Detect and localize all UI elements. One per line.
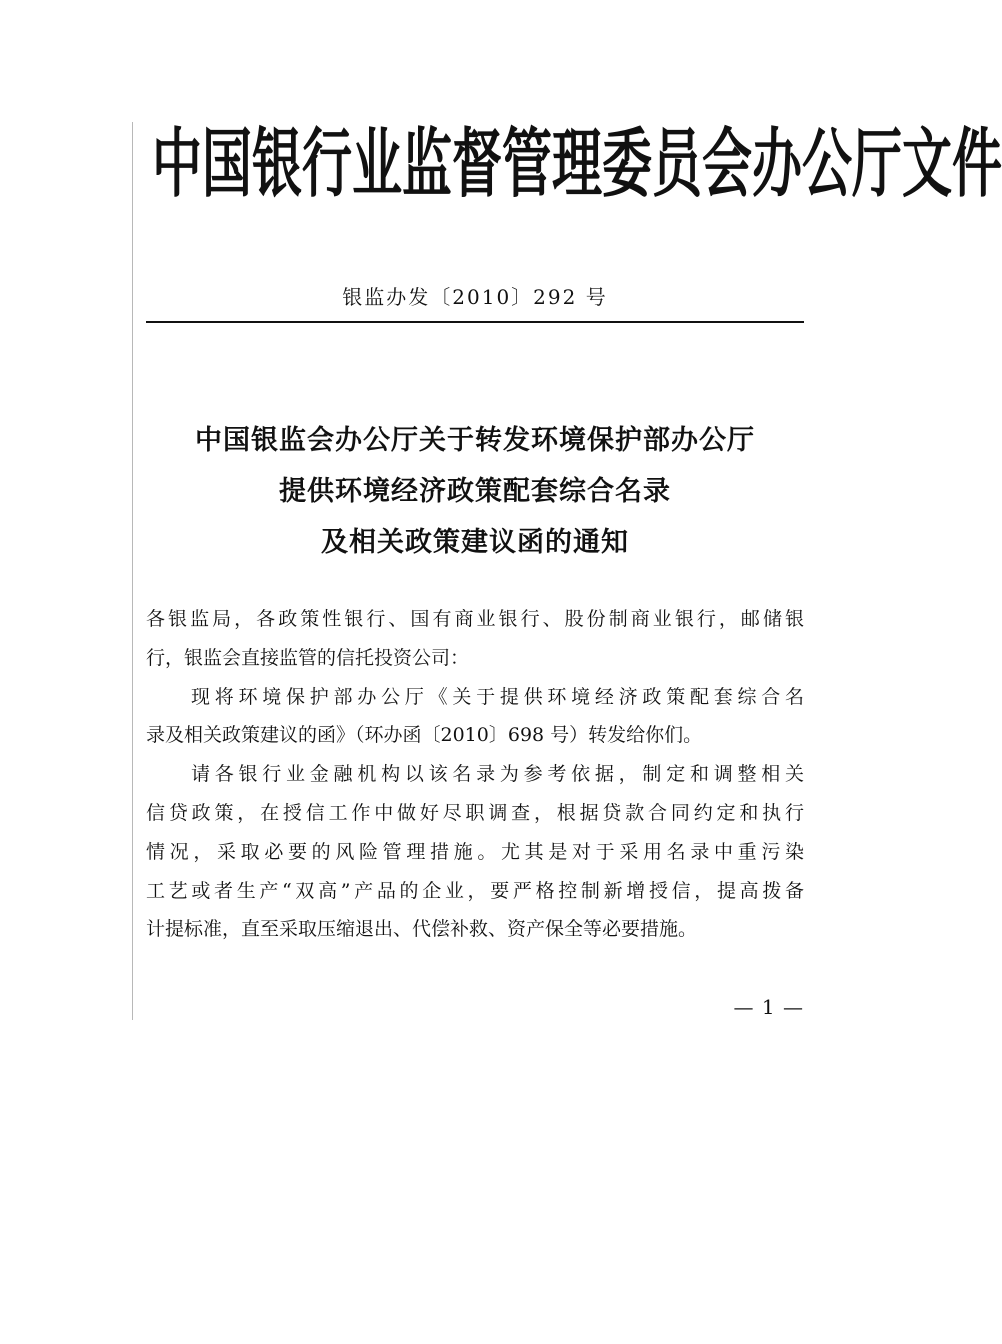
- paragraph-line: 信贷政策，在授信工作中做好尽职调查，根据贷款合同约定和执行: [146, 801, 804, 824]
- paragraph-line: 情况，采取必要的风险管理措施。尤其是对于采用名录中重污染: [146, 840, 804, 863]
- document-number: 银监办发〔2010〕292 号: [342, 285, 608, 309]
- title-line: 中国银监会办公厅关于转发环境保护部办公厅: [195, 425, 755, 456]
- notice-body: [146, 600, 804, 949]
- masthead-character: 银: [252, 120, 302, 208]
- masthead-character: 行: [302, 120, 352, 208]
- masthead-character: 员: [652, 120, 702, 208]
- document-masthead: [152, 118, 1002, 210]
- masthead-character: 国: [202, 120, 252, 208]
- masthead-character: 件: [952, 120, 1002, 208]
- paragraph-line: 工艺或者生产“双高”产品的企业，要严格控制新增授信，提高拨备: [146, 879, 804, 902]
- addressee-line: 行，银监会直接监管的信托投资公司：: [146, 646, 470, 669]
- masthead-character: 委: [602, 120, 652, 208]
- masthead-character: 公: [802, 120, 852, 208]
- masthead-character: 监: [402, 120, 452, 208]
- notice-title: [146, 415, 804, 568]
- header-divider: [146, 321, 804, 323]
- page-number: — 1 —: [733, 995, 804, 1019]
- paragraph-line: 请各银行业金融机构以该名录为参考依据，制定和调整相关: [191, 763, 804, 786]
- binding-margin-line: [132, 122, 133, 1020]
- masthead-character: 厅: [852, 120, 902, 208]
- masthead-character: 会: [702, 120, 752, 208]
- paragraph-line: 录及相关政策建议的函》（环办函〔2010〕698 号）转发给你们。: [146, 724, 703, 747]
- title-line: 提供环境经济政策配套综合名录: [279, 476, 671, 507]
- masthead-character: 管: [502, 120, 552, 208]
- paragraph-line: 现将环境保护部办公厅《关于提供环境经济政策配套综合名: [191, 685, 804, 708]
- masthead-character: 业: [352, 120, 402, 208]
- masthead-character: 中: [152, 120, 202, 208]
- paragraph-line: 计提标准，直至采取压缩退出、代偿补救、资产保全等必要措施。: [146, 918, 698, 941]
- masthead-character: 办: [752, 120, 802, 208]
- masthead-character: 文: [902, 120, 952, 208]
- addressee-line: 各银监局，各政策性银行、国有商业银行、股份制商业银行，邮储银: [146, 608, 804, 630]
- title-line: 及相关政策建议函的通知: [321, 527, 629, 558]
- masthead-character: 理: [552, 120, 602, 208]
- masthead-character: 督: [452, 120, 502, 208]
